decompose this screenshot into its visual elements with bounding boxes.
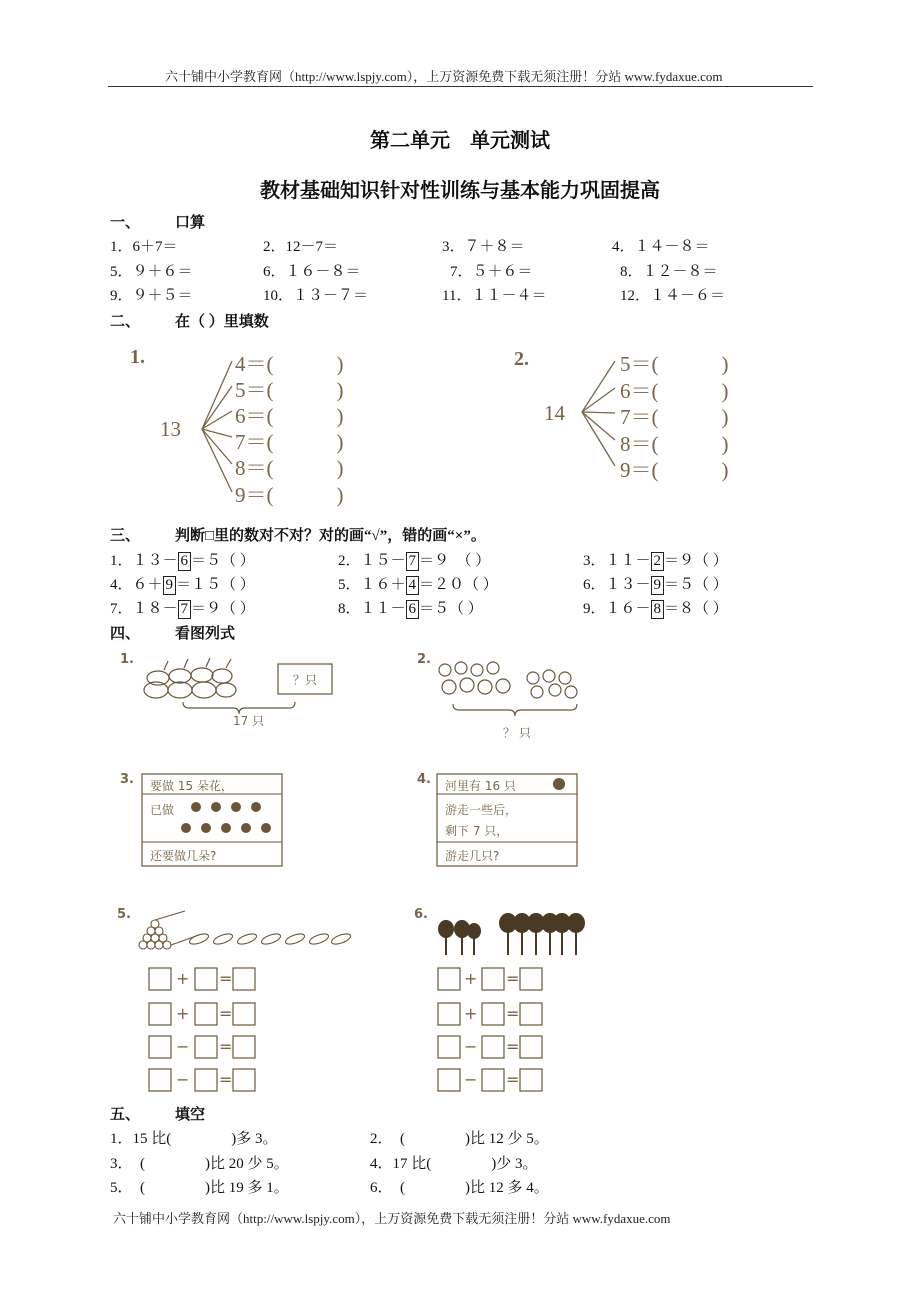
blank-item: 5． ( )比 19 多 1。 (110, 1180, 289, 1196)
picture-3-label: 3. (120, 772, 134, 787)
oral-item: 4．１４－８＝ (612, 239, 710, 255)
judge-answer-box: 4 (406, 576, 420, 595)
section-2-title: 在（ ）里填数 (175, 314, 269, 330)
judge-expr-pre: 6．１３－ (583, 577, 651, 593)
page-header: 六十铺中小学教育网（http://www.lspjy.com），上万资源免费下载无须注册！分站 www.fydaxue.com (165, 69, 723, 84)
picture-problem-3 (118, 770, 288, 870)
fill-tree-1 (120, 340, 380, 510)
picture-4-line4: 游走几只? (445, 849, 500, 863)
oral-item: 2．12－7＝ (263, 239, 339, 255)
tree-2-root: 14 (544, 401, 565, 425)
judge-expr-post: ＝９（ ） (664, 553, 728, 569)
logs-illustration (115, 905, 355, 1095)
oral-item: 5．９＋６＝ (110, 264, 193, 280)
judge-item (110, 597, 255, 619)
judge-answer-box: 7 (406, 552, 420, 571)
judge-answer-box: 6 (406, 600, 420, 619)
judge-item (338, 549, 490, 571)
picture-problem-6 (412, 905, 612, 1095)
picture-2-unknown: ？ 只 (503, 726, 531, 740)
blank-item: 3． ( )比 20 少 5。 (110, 1156, 289, 1172)
picture-4-line1: 河里有 16 只 (445, 779, 516, 793)
eq6-equals: = (506, 1070, 520, 1089)
eq6-equals: = (506, 969, 520, 988)
picture-problem-1 (118, 650, 348, 730)
judge-item (583, 597, 728, 619)
oral-item: 3．７＋８＝ (442, 239, 525, 255)
judge-item (583, 573, 728, 595)
blank-item: 1．15 比( )多 3。 (110, 1131, 278, 1147)
section-1-number: 一、 (110, 215, 141, 231)
judge-expr-pre: 3．１１－ (583, 553, 651, 569)
section-4-number: 四、 (110, 626, 141, 642)
picture-1-total: 17 只 (233, 714, 265, 728)
judge-expr-pre: 1．１３－ (110, 553, 178, 569)
tree-2-row: 8＝( ) (620, 432, 729, 456)
tree-1-label: 1. (130, 346, 145, 368)
judge-expr-pre: 2．１５－ (338, 553, 406, 569)
judge-expr-post: ＝５（ ） (191, 553, 255, 569)
page-subtitle: 教材基础知识针对性训练与基本能力巩固提高 (260, 180, 660, 202)
eq5-op: − (176, 1037, 190, 1056)
oral-item: 11．１１－４＝ (442, 288, 547, 304)
corn-illustration (412, 905, 612, 1095)
tree-1-row: 8＝( ) (235, 456, 344, 480)
picture-1-unknown: ？只 (293, 673, 318, 687)
eq5-equals: = (219, 969, 233, 988)
section-3-number: 三、 (110, 528, 141, 544)
section-5-number: 五、 (110, 1107, 141, 1123)
page-footer: 六十铺中小学教育网（http://www.lspjy.com），上万资源免费下载无须注册！分站 www.fydaxue.com (113, 1211, 671, 1226)
judge-expr-pre: 5．１６＋ (338, 577, 406, 593)
judge-expr-pre: 4．６＋ (110, 577, 163, 593)
tree-1-row: 4＝( ) (235, 352, 344, 376)
judge-answer-box: 2 (651, 552, 665, 571)
judge-answer-box: 7 (178, 600, 192, 619)
judge-expr-post: ＝１５（ ） (176, 577, 255, 593)
picture-4-line3: 剩下 7 只， (445, 824, 509, 838)
picture-6-label: 6. (414, 907, 428, 922)
eq5-equals: = (219, 1004, 233, 1023)
picture-3-line3: 还要做几朵? (150, 849, 217, 863)
picture-3-line1: 要做 15 朵花， (150, 779, 233, 793)
judge-answer-box: 9 (163, 576, 177, 595)
eq6-op: + (464, 969, 478, 988)
eq5-op: + (176, 969, 190, 988)
judge-expr-pre: 8．１１－ (338, 601, 406, 617)
equation-boxes-5 (149, 968, 255, 1091)
oral-item: 7．５＋６＝ (450, 264, 533, 280)
judge-expr-pre: 7．１８－ (110, 601, 178, 617)
picture-problem-4 (415, 770, 585, 870)
picture-5-label: 5. (117, 907, 131, 922)
blank-item: 2． ( )比 12 少 5。 (370, 1131, 549, 1147)
eq6-op: − (464, 1037, 478, 1056)
tree-1-row: 9＝( ) (235, 483, 344, 507)
section-5-title: 填空 (175, 1107, 206, 1123)
tree-2-row: 9＝( ) (620, 458, 729, 482)
header-rule (108, 86, 813, 87)
blank-item: 6． ( )比 12 多 4。 (370, 1180, 549, 1196)
tree-1-root: 13 (160, 417, 181, 441)
blank-item: 4．17 比( )少 3。 (370, 1156, 538, 1172)
eq5-equals: = (219, 1070, 233, 1089)
judge-answer-box: 9 (651, 576, 665, 595)
judge-item (338, 573, 498, 595)
picture-problem-2 (415, 650, 605, 745)
judge-expr-pre: 9．１６－ (583, 601, 651, 617)
picture-1-label: 1. (120, 652, 134, 667)
judge-expr-post: ＝９ （ ） (419, 553, 491, 569)
oral-item: 12．１４－６＝ (620, 288, 726, 304)
duck-icon (553, 778, 565, 790)
judge-answer-box: 6 (178, 552, 192, 571)
picture-problem-5 (115, 905, 355, 1095)
picture-2-label: 2. (417, 652, 431, 667)
judge-expr-post: ＝５（ ） (664, 577, 728, 593)
tree-1-row: 5＝( ) (235, 378, 344, 402)
tree-2-row: 7＝( ) (620, 405, 729, 429)
eq6-op: + (464, 1004, 478, 1023)
tree-2-row: 6＝( ) (620, 379, 729, 403)
eq6-op: − (464, 1070, 478, 1089)
picture-4-line2: 游走一些后， (445, 803, 518, 817)
judge-expr-post: ＝２０（ ） (419, 577, 498, 593)
judge-expr-post: ＝９（ ） (191, 601, 255, 617)
tree-2-row: 5＝( ) (620, 352, 729, 376)
judge-expr-post: ＝５（ ） (419, 601, 483, 617)
fill-tree-2 (510, 340, 770, 490)
section-4-title: 看图列式 (175, 626, 236, 642)
eq6-equals: = (506, 1037, 520, 1056)
judge-answer-box: 8 (651, 600, 665, 619)
page-title: 第二单元 单元测试 (370, 130, 550, 152)
oral-item: 8．１２－８＝ (620, 264, 718, 280)
section-3-title: 判断□里的数对不对？对的画“√”，错的画“×”。 (175, 528, 486, 544)
equation-boxes-6 (438, 968, 542, 1091)
eq5-equals: = (219, 1037, 233, 1056)
judge-item (583, 549, 728, 571)
tree-1-row: 7＝( ) (235, 430, 344, 454)
eq5-op: + (176, 1004, 190, 1023)
section-2-number: 二、 (110, 314, 141, 330)
oral-item: 1．6＋7＝ (110, 239, 178, 255)
eq5-op: − (176, 1070, 190, 1089)
judge-expr-post: ＝８（ ） (664, 601, 728, 617)
oral-item: 9．９＋５＝ (110, 288, 193, 304)
judge-item (338, 597, 483, 619)
oral-item: 10．１３－７＝ (263, 288, 369, 304)
picture-3-line2: 已做 (150, 803, 175, 817)
judge-item (110, 573, 255, 595)
tree-2-label: 2. (514, 348, 529, 370)
judge-item (110, 549, 255, 571)
brace-2 (453, 704, 577, 716)
eq6-equals: = (506, 1004, 520, 1023)
picture-4-label: 4. (417, 772, 431, 787)
section-1-title: 口算 (175, 215, 206, 231)
tree-1-row: 6＝( ) (235, 404, 344, 428)
oral-item: 6．１６－８＝ (263, 264, 361, 280)
